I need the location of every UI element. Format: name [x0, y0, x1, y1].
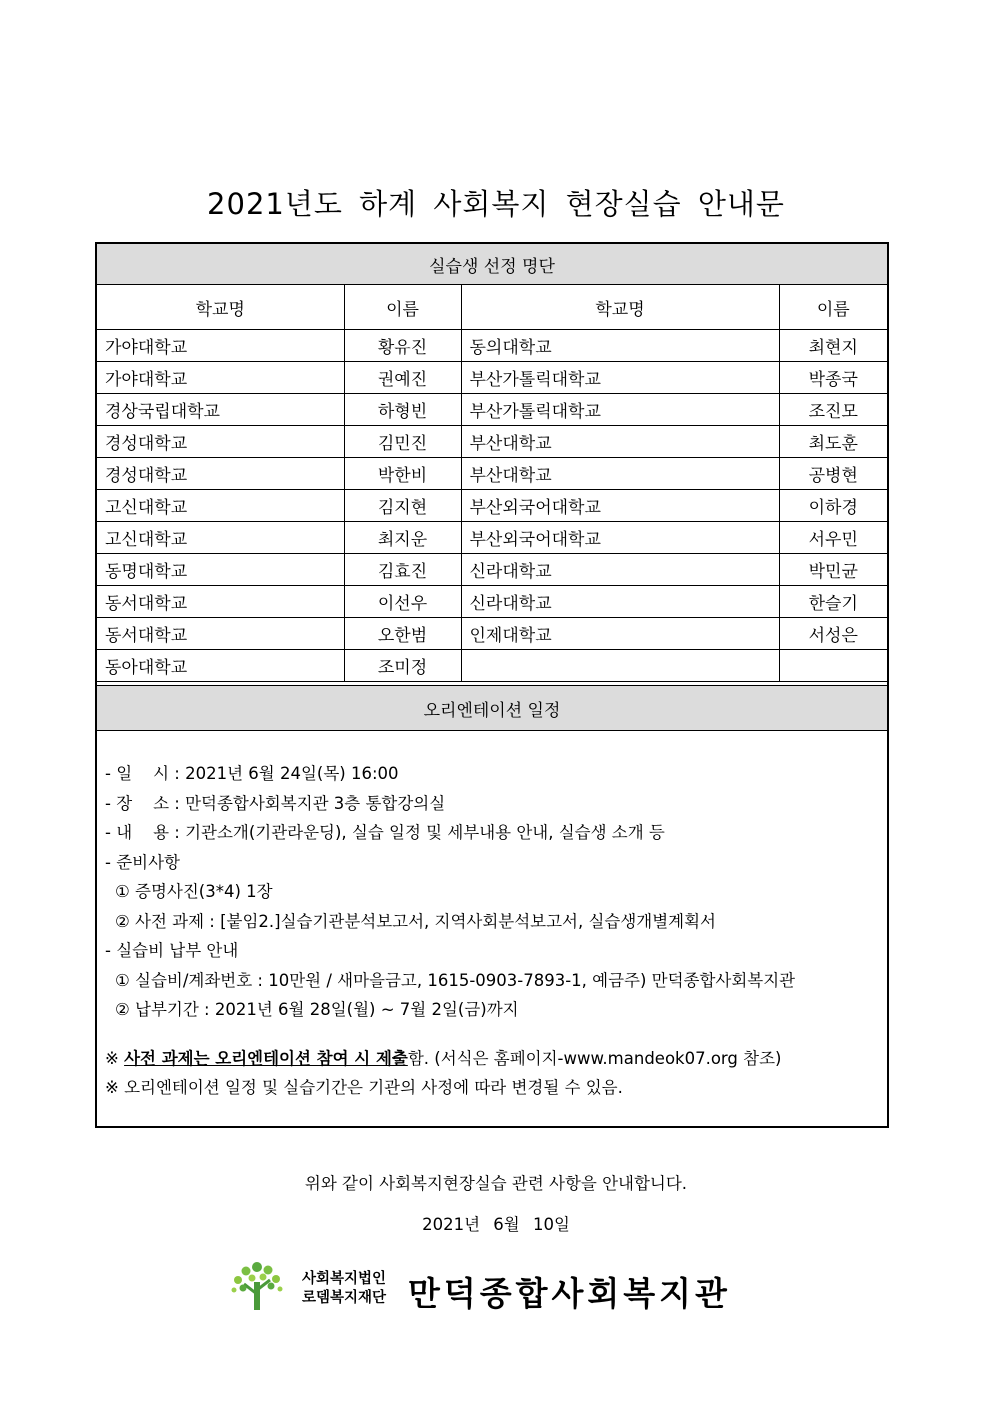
- fee-item: ② 납부기간 : 2021년 6월 28일(월) ~ 7월 2일(금)까지: [115, 1000, 519, 1019]
- school-cell: 가야대학교: [97, 362, 344, 394]
- issue-date: 2021년 6월 10일: [422, 1215, 570, 1234]
- tree-logo-icon: [230, 1258, 292, 1314]
- school-cell: 동서대학교: [97, 618, 344, 650]
- student-name-cell: 박민균: [779, 554, 887, 586]
- school-cell: 고신대학교: [97, 522, 344, 554]
- prep-item: ① 증명사진(3*4) 1장: [115, 882, 273, 901]
- header-name: 이름: [779, 285, 887, 330]
- school-cell: 신라대학교: [461, 586, 779, 618]
- table-row: [97, 618, 887, 650]
- closing-text: 위와 같이 사회복지현장실습 관련 사항을 안내합니다.: [304, 1174, 688, 1193]
- student-name-cell: 김민진: [344, 426, 461, 458]
- orientation-details: [105, 759, 885, 1103]
- school-cell: 동명대학교: [97, 554, 344, 586]
- orientation-content: - 내 용 : 기관소개(기관라운딩), 실습 일정 및 세부내용 안내, 실습생 소개 등: [105, 823, 665, 842]
- table-row: [97, 554, 887, 586]
- school-cell: 경상국립대학교: [97, 394, 344, 426]
- school-cell: 가야대학교: [97, 330, 344, 362]
- orientation-datetime: - 일 시 : 2021년 6월 24일(목) 16:00: [105, 764, 399, 783]
- student-name-cell: 조진모: [779, 394, 887, 426]
- school-cell: 부산대학교: [461, 426, 779, 458]
- student-name-cell: 이하경: [779, 490, 887, 522]
- school-cell: 인제대학교: [461, 618, 779, 650]
- table-row: [97, 362, 887, 394]
- student-name-cell: 조미정: [344, 650, 461, 682]
- student-name-cell: 오한범: [344, 618, 461, 650]
- table-row: [97, 330, 887, 362]
- table-row: [97, 522, 887, 554]
- student-name-cell: 최지운: [344, 522, 461, 554]
- school-cell: 경성대학교: [97, 426, 344, 458]
- page-title: 2021년도 하계 사회복지 현장실습 안내문: [207, 187, 785, 221]
- note-submission: [105, 1044, 885, 1074]
- school-cell: 부산대학교: [461, 458, 779, 490]
- student-name-cell: 황유진: [344, 330, 461, 362]
- logo-subtitle-line: 로뎀복지재단: [302, 1290, 387, 1306]
- student-name-cell: 공병현: [779, 458, 887, 490]
- student-name-cell: 권예진: [344, 362, 461, 394]
- table-row: [97, 650, 887, 682]
- student-name-cell: 이선우: [344, 586, 461, 618]
- student-name-cell: 김효진: [344, 554, 461, 586]
- school-cell: 고신대학교: [97, 490, 344, 522]
- table-row: [97, 394, 887, 426]
- school-cell: 부산외국어대학교: [461, 490, 779, 522]
- note-change: ※ 오리엔테이션 일정 및 실습기간은 기관의 사정에 따라 변경될 수 있음.: [105, 1078, 623, 1097]
- school-cell: 경성대학교: [97, 458, 344, 490]
- notice-frame: [95, 242, 889, 1128]
- student-name-cell: 최도훈: [779, 426, 887, 458]
- note-mark: ※: [105, 1048, 119, 1068]
- fee-heading: - 실습비 납부 안내: [105, 941, 239, 960]
- student-name-cell: 한슬기: [779, 586, 887, 618]
- orientation-place: - 장 소 : 만덕종합사회복지관 3층 통합강의실: [105, 793, 446, 813]
- school-cell: 부산가톨릭대학교: [461, 362, 779, 394]
- table-row: [97, 458, 887, 490]
- student-name-cell: 박종국: [779, 362, 887, 394]
- school-cell: 동서대학교: [97, 586, 344, 618]
- roster-body: [97, 330, 887, 682]
- roster-section-header: 실습생 선정 명단: [97, 244, 887, 285]
- note-emphasis: 사전 과제는 오리엔테이션 참여 시 제출: [124, 1048, 408, 1068]
- school-cell: 동의대학교: [461, 330, 779, 362]
- school-cell: 부산외국어대학교: [461, 522, 779, 554]
- school-cell: 동아대학교: [97, 650, 344, 682]
- student-name-cell: 서성은: [779, 618, 887, 650]
- student-name-cell: 서우민: [779, 522, 887, 554]
- school-cell: 신라대학교: [461, 554, 779, 586]
- student-name-cell: [779, 650, 887, 682]
- table-row: [97, 586, 887, 618]
- student-name-cell: 박한비: [344, 458, 461, 490]
- school-cell: [461, 650, 779, 682]
- logo-subtitle-line: 사회복지법인: [302, 1271, 387, 1287]
- student-name-cell: 최현지: [779, 330, 887, 362]
- logo-subtitle: [302, 1270, 386, 1308]
- prep-heading: - 준비사항: [105, 852, 180, 872]
- header-name: 이름: [344, 285, 461, 330]
- table-row: [97, 426, 887, 458]
- student-name-cell: 김지현: [344, 490, 461, 522]
- orientation-section-header: 오리엔테이션 일정: [97, 685, 887, 731]
- header-school: 학교명: [461, 285, 779, 330]
- organization-logo: [230, 1258, 750, 1314]
- school-cell: 부산가톨릭대학교: [461, 394, 779, 426]
- roster-header-row: [97, 285, 887, 330]
- fee-item: ① 실습비/계좌번호 : 10만원 / 새마을금고, 1615-0903-7893-1, 예금주) 만덕종합사회복지관: [115, 970, 796, 990]
- table-row: [97, 490, 887, 522]
- roster-table: [97, 285, 887, 682]
- note-rest: 함. (서식은 홈페이지-www.mandeok07.org 참조): [407, 1048, 782, 1068]
- student-name-cell: 하형빈: [344, 394, 461, 426]
- organization-name: 만덕종합사회복지관: [408, 1274, 731, 1313]
- header-school: 학교명: [97, 285, 344, 330]
- prep-item: ② 사전 과제 : [붙임2.]실습기관분석보고서, 지역사회분석보고서, 실습생개별계획서: [115, 911, 716, 931]
